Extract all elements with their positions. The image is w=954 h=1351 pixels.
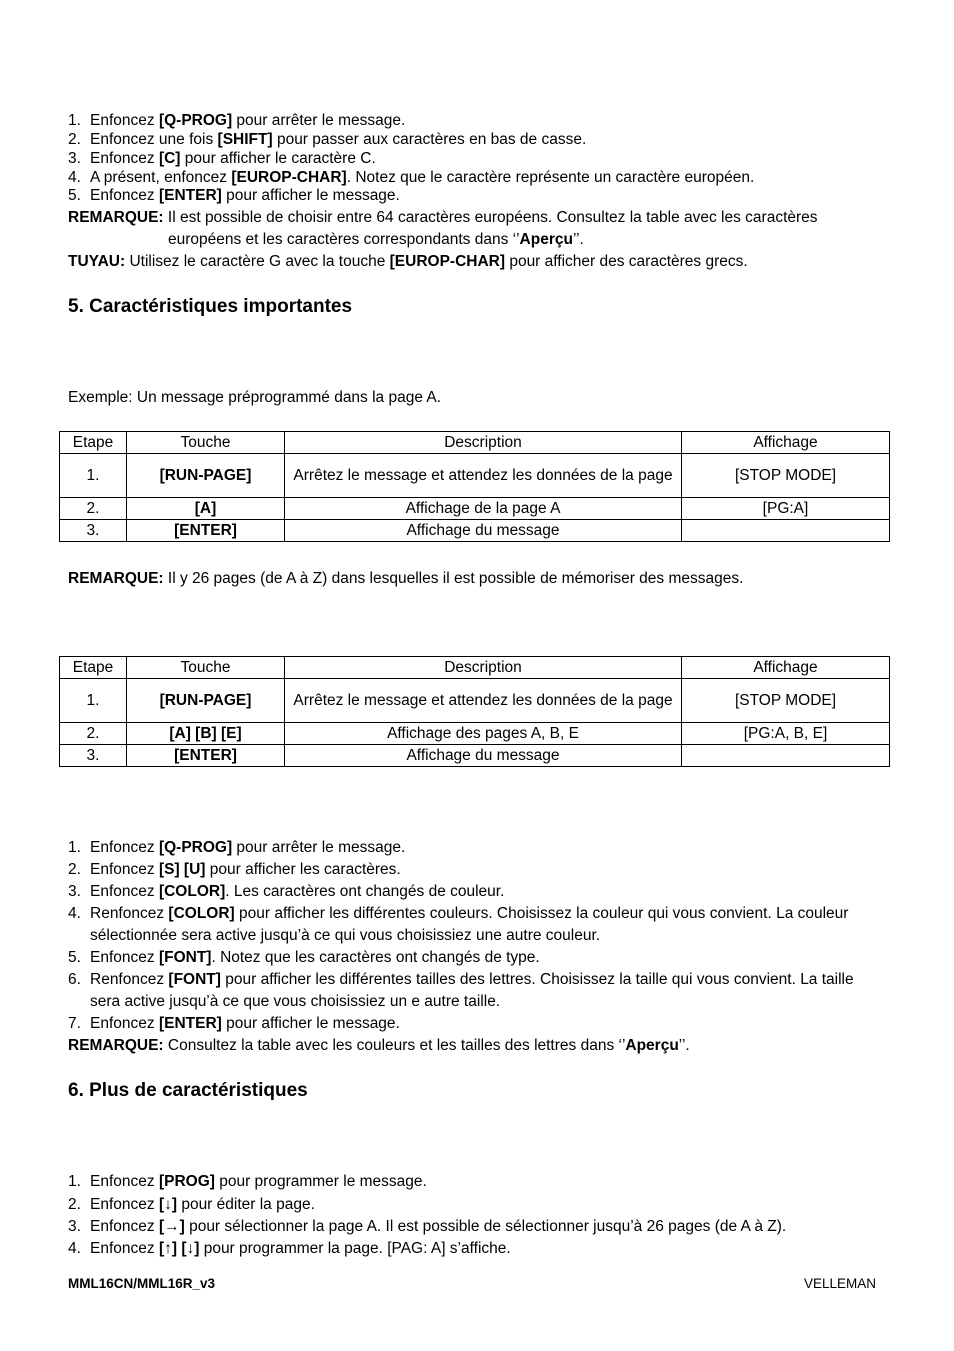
list-text: Enfoncez [90,839,159,856]
remark-text: européens et les caractères correspondants dans ‘’ [168,231,520,248]
table-cell: [ENTER] [127,520,285,542]
table-cell: 1. [60,679,127,723]
table-cell: [A] [B] [E] [127,723,285,745]
section-6-heading: 6. Plus de caractéristiques [68,1080,308,1101]
table-cell: Affichage du message [285,520,682,542]
table-cell: Arrêtez le message et attendez les données de la page [285,454,682,498]
list-text: pour afficher les différentes tailles des lettres. Choisissez la taille qui vous convient. La taille [220,971,854,988]
list-number: 4. [68,905,81,922]
table-header-cell: Affichage [682,657,890,679]
list-item [68,1240,511,1258]
list-number: 5. [68,949,81,966]
list-item [68,839,405,857]
tip-text: Utilisez le caractère G avec la touche [125,253,390,270]
table-cell: 2. [60,498,127,520]
list-text: . Notez que les caractères ont changés de type. [211,949,540,966]
list-text: pour afficher le message. [221,187,400,204]
list-text: . Notez que le caractère représente un caractère européen. [346,169,755,186]
table-cell: 2. [60,723,127,745]
table-header-cell: Etape [60,657,127,679]
list-key: [↓] [158,1196,178,1213]
list-text: Enfoncez [90,1015,159,1032]
section-5-heading: 5. Caractéristiques importantes [68,296,353,317]
list-key: [C] [158,150,181,167]
table-header-row [60,657,890,679]
table-cell: 1. [60,454,127,498]
table-cell: [PG:A, B, E] [682,723,890,745]
list-text: pour programmer le message. [214,1173,427,1190]
remark-text: ’’. [572,231,584,248]
list-number: 5. [68,187,81,204]
list-text: pour afficher les caractères. [205,861,401,878]
remark-label: REMARQUE: [68,1037,164,1054]
table-cell: [A] [127,498,285,520]
remark-1 [68,209,818,227]
table-cell: [RUN-PAGE] [127,679,285,723]
list-key: [↑] [↓] [158,1240,200,1257]
table-row [60,679,890,723]
list-item [68,883,504,901]
list-text: Enfoncez [90,861,159,878]
list-key: [Q-PROG] [158,839,233,856]
list-number: 1. [68,839,81,856]
list-text: pour sélectionner la page A. Il est possible de sélectionner jusqu’à 26 pages (de A à Z). [184,1218,787,1235]
table-header-cell: Touche [127,432,285,454]
list-number: 2. [68,131,81,148]
list-item-continued: sera active jusqu’à ce que vous choisissiez un e autre taille. [90,993,501,1010]
list-number: 3. [68,1218,81,1235]
list-key: [SHIFT] [217,131,273,148]
table-header-row [60,432,890,454]
list-number: 2. [68,861,81,878]
tip [68,253,748,271]
remark-text: Il y 26 pages (de A à Z) dans lesquelles il est possible de mémoriser des messages. [163,570,744,587]
list-item [68,131,586,149]
list-text: pour afficher les différentes couleurs. Choisissez la couleur qui vous convient. La couleur [234,905,849,922]
remark-text: ’’. [678,1037,690,1054]
remark-2 [68,570,743,588]
table-cell: [PG:A] [682,498,890,520]
table-1 [59,431,890,542]
list-text: pour arrêter le message. [232,839,406,856]
footer-brand: VELLEMAN [803,1276,876,1291]
table-cell: [STOP MODE] [682,454,890,498]
table-cell: 3. [60,520,127,542]
tip-bold: [EUROP-CHAR] [389,253,506,270]
list-item [68,112,405,130]
remark-bold: Aperçu [519,231,573,248]
table-cell: 3. [60,745,127,767]
table-cell [682,520,890,542]
table-cell: Affichage de la page A [285,498,682,520]
list-item [68,150,376,168]
list-item [68,187,400,205]
list-number: 1. [68,1173,81,1190]
remark-3 [68,1037,690,1055]
table-header-cell: Affichage [682,432,890,454]
table-cell: Affichage du message [285,745,682,767]
list-text: A présent, enfoncez [90,169,232,186]
list-key: [PROG] [158,1173,215,1190]
list-key: [S] [U] [158,861,206,878]
table-row [60,498,890,520]
list-text: Enfoncez [90,112,159,129]
list-text: Enfoncez [90,1218,159,1235]
list-number: 1. [68,112,81,129]
table-cell: Affichage des pages A, B, E [285,723,682,745]
list-item [68,1196,315,1214]
remark-label: REMARQUE: [68,209,164,226]
list-number: 3. [68,150,81,167]
list-text: Enfoncez [90,1240,159,1257]
list-text: Enfoncez [90,1173,159,1190]
list-key: [COLOR] [158,883,226,900]
list-text: Renfoncez [90,905,169,922]
list-item [68,1218,786,1236]
list-text: Renfoncez [90,971,169,988]
table-cell: [ENTER] [127,745,285,767]
list-text: Enfoncez [90,187,159,204]
list-text: Enfoncez [90,1196,159,1213]
remark-text: Consultez la table avec les couleurs et les tailles des lettres dans ‘’ [163,1037,626,1054]
list-text: pour programmer la page. [PAG: A] s’affiche. [199,1240,511,1257]
list-key: [EUROP-CHAR] [231,169,347,186]
table-row [60,723,890,745]
list-item [68,949,540,967]
list-key: [→] [158,1218,185,1235]
list-text: Enfoncez [90,150,159,167]
list-key: [FONT] [168,971,221,988]
table-header-cell: Description [285,432,682,454]
list-text: Enfoncez [90,949,159,966]
list-number: 3. [68,883,81,900]
table-cell: Arrêtez le message et attendez les données de la page [285,679,682,723]
list-key: [ENTER] [158,1015,222,1032]
list-item [68,1015,400,1033]
list-number: 4. [68,1240,81,1257]
table-header-cell: Description [285,657,682,679]
list-key: [FONT] [158,949,212,966]
list-text: pour éditer la page. [177,1196,315,1213]
list-number: 2. [68,1196,81,1213]
list-item [68,905,848,923]
list-item [68,1173,427,1191]
list-text: pour arrêter le message. [232,112,406,129]
table-row [60,745,890,767]
list-item [68,169,754,187]
tip-text: pour afficher des caractères grecs. [505,253,748,270]
list-item [68,861,401,879]
list-number: 4. [68,169,81,186]
table-cell [682,745,890,767]
list-item [68,971,854,989]
list-key: [ENTER] [158,187,222,204]
list-text: . Les caractères ont changés de couleur. [225,883,505,900]
list-number: 6. [68,971,81,988]
table-header-cell: Touche [127,657,285,679]
table-row [60,454,890,498]
list-item-continued: sélectionnée sera active jusqu’à ce qui vous choisissiez une autre couleur. [90,927,601,944]
example-text: Exemple: Un message préprogrammé dans la page A. [68,389,442,406]
list-key: [COLOR] [168,905,235,922]
list-text: Enfoncez une fois [90,131,218,148]
list-text: pour afficher le caractère C. [180,150,376,167]
list-key: [Q-PROG] [158,112,233,129]
table-cell: [STOP MODE] [682,679,890,723]
table-row [60,520,890,542]
remark-label: REMARQUE: [68,570,164,587]
table-header-cell: Etape [60,432,127,454]
remark-text: Il est possible de choisir entre 64 caractères européens. Consultez la table avec les caractères [163,209,818,226]
table-cell: [RUN-PAGE] [127,454,285,498]
remark-1-continued [168,231,584,249]
list-text: Enfoncez [90,883,159,900]
list-text: pour afficher le message. [221,1015,400,1032]
list-text: pour passer aux caractères en bas de casse. [272,131,587,148]
footer-model: MML16CN/MML16R_v3 [68,1276,216,1291]
remark-bold: Aperçu [625,1037,679,1054]
table-2 [59,656,890,767]
tip-label: TUYAU: [68,253,126,270]
list-number: 7. [68,1015,81,1032]
